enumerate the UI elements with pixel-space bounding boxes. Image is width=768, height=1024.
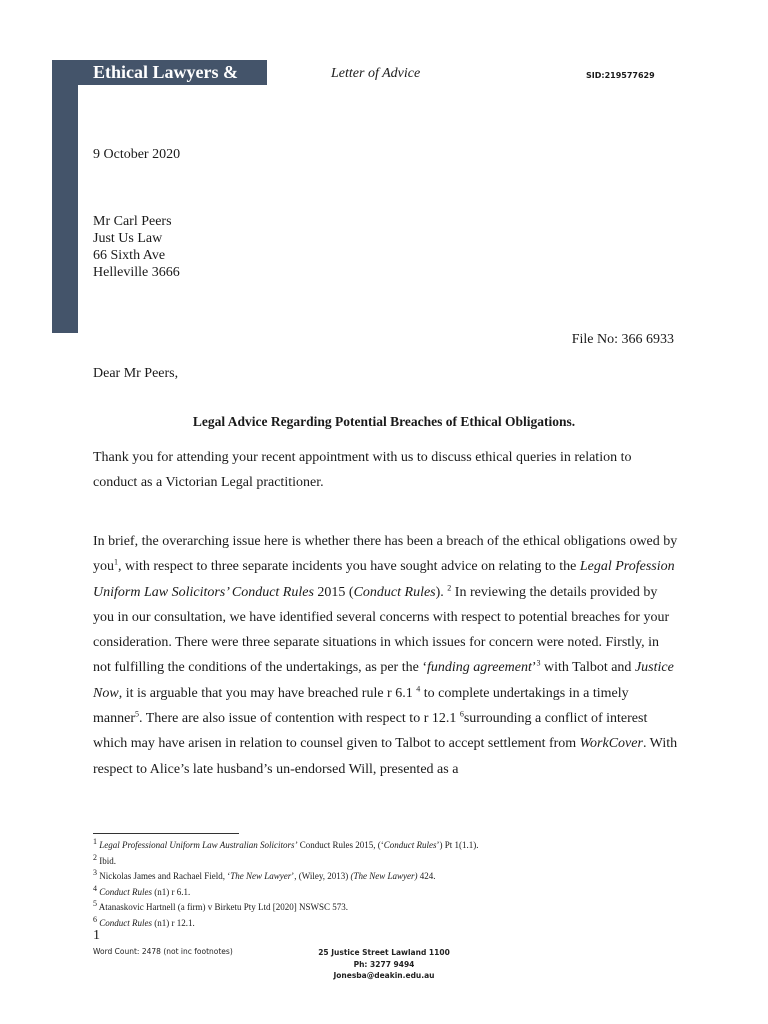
letter-heading: Legal Advice Regarding Potential Breaches of Ethical Obligations. <box>192 414 576 429</box>
footnotes <box>93 838 479 931</box>
footnote-ref[interactable]: 4 <box>416 684 421 694</box>
letter-date: 9 October 2020 <box>93 147 181 162</box>
text-run: 2015 ( <box>313 584 354 600</box>
body-paragraph-1: Thank you for attending your recent appointment with us to discuss ethical queries in relation to conduct as a Victorian Legal practitioner. <box>93 450 632 491</box>
text-run: In brief, the overarching issue here is whether there has been a breach of the ethical obligations owed by you <box>93 534 678 575</box>
footnote-text: ’) Pt 1(1.1). <box>436 840 479 850</box>
recipient-line: Just Us Law <box>93 231 163 246</box>
rules-title: Legal Profession Uniform Law Solicitors’ Conduct Rules <box>93 559 675 600</box>
text-run: . There are also issue of contention with respect to r 12.1 <box>138 711 460 727</box>
footnote-text: ’, (Wiley, 2013) <box>291 871 351 881</box>
footnote-number: 4 <box>93 883 97 893</box>
footnote-text: Atanaskovic Hartnell (a firm) v Birketu Pty Ltd [2020] NSWSC 573. <box>98 902 348 912</box>
workcover: WorkCover <box>579 736 643 752</box>
text-run: , with respect to three separate incidents you have sought advice on relating to the <box>118 559 580 575</box>
footnote-italic: The New Lawyer <box>230 871 292 881</box>
footnote-1 <box>93 838 479 854</box>
footnote-ref[interactable]: 3 <box>536 658 541 668</box>
footnote-number: 6 <box>93 914 97 924</box>
text-run: to complete undertakings in a timely manner <box>93 685 629 727</box>
footer-phone: Ph: 3277 9494 <box>353 959 415 969</box>
word-count: Word Count: 2478 (not inc footnotes) <box>93 947 233 956</box>
footnote-number: 2 <box>93 852 97 862</box>
footnote-italic: Legal Professional Uniform Law Australian Solicitors’ <box>99 840 298 850</box>
footnote-text: 424. <box>417 871 436 881</box>
footnote-text: (n1) r 6.1. <box>152 886 191 897</box>
conduct-rules-title: Conduct Rules <box>353 584 436 600</box>
funding-agreement: funding agreement <box>426 660 532 676</box>
footnote-2 <box>93 854 479 870</box>
recipient-line: 66 Sixth Ave <box>93 248 166 263</box>
footer-address: 25 Justice Street Lawland 1100 <box>318 948 450 957</box>
footnote-ref[interactable]: 6 <box>459 709 464 719</box>
footnote-number: 1 <box>93 837 97 846</box>
recipient-address <box>93 213 180 281</box>
page-number: 1 <box>93 928 100 943</box>
file-number: File No: 366 6933 <box>571 332 674 347</box>
text-run: In reviewing the details provided by you in our consultation, we have identified several concerns with respect to potential breaches for your consideration. There were three separate situations in which issues for concern were noted. Firstly, in not fulfilling the conditions of the undertakings, as per the ‘ <box>93 584 670 676</box>
footnote-text: Nickolas James and Rachael Field, ‘ <box>99 871 231 881</box>
text-run: . With respect to Alice’s late husband’s un-endorsed Will, presented as a <box>93 736 678 777</box>
recipient-line: Helleville 3666 <box>93 265 180 280</box>
footnote-italic: Conduct Rules <box>383 840 437 850</box>
footnote-ref[interactable]: 2 <box>447 582 452 592</box>
footnote-number: 3 <box>93 868 97 877</box>
footnote-italic: Conduct Rules <box>99 917 152 928</box>
footnote-6 <box>93 916 479 932</box>
header-side-bar <box>52 60 78 333</box>
footnote-ref[interactable]: 5 <box>134 709 139 719</box>
justice-now: Justice Now <box>93 660 674 701</box>
recipient-line: Mr Carl Peers <box>93 214 172 229</box>
text-run: with Talbot and <box>540 660 635 676</box>
footer-contact <box>0 947 768 982</box>
document-title: Letter of Advice <box>331 66 421 81</box>
footnote-italic: (The New Lawyer) <box>350 871 418 881</box>
text-run: , it is arguable that you may have breached rule r 6.1 <box>118 685 417 701</box>
footnote-number: 5 <box>93 899 97 908</box>
footnote-4 <box>93 885 479 901</box>
footnote-5 <box>93 900 479 916</box>
footnote-text: (n1) r 12.1. <box>152 917 195 928</box>
footnote-ref[interactable]: 1 <box>114 557 118 567</box>
firm-name: Ethical Lawyers & <box>93 62 238 82</box>
text-run: ’ <box>531 660 537 676</box>
footer-email: Jonesba@deakin.edu.au <box>333 971 435 980</box>
text-run: ). <box>435 584 448 600</box>
footnote-separator <box>93 833 239 834</box>
salutation: Dear Mr Peers, <box>93 366 179 381</box>
footnote-3 <box>93 869 479 885</box>
footnote-text: Ibid. <box>99 855 116 866</box>
text-run: surrounding a conflict of interest which may have arisen in relation to counsel given to Talbot to accept settlement from <box>93 711 648 752</box>
footnote-text: Conduct Rules 2015, (‘ <box>297 840 384 850</box>
body-paragraph-2 <box>93 529 678 782</box>
student-id: SID:219577629 <box>586 71 655 80</box>
footnote-italic: Conduct Rules <box>99 886 152 897</box>
